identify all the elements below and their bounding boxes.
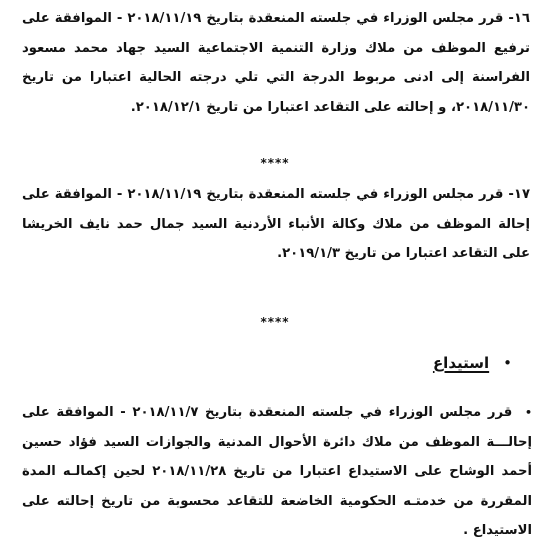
section-heading-row: [433, 354, 512, 372]
bullet-icon: •: [524, 406, 532, 419]
decision-item-16: [22, 4, 530, 122]
item-number: ١٦-: [508, 11, 530, 26]
item-text: قرر مجلس الوزراء في جلسته المنعقدة بتاريخ ٢٠١٨/١١/٧ - الموافقة على إحالـــة الموظف من ملاك دائرة الأحوال المدنية والجوازات السيد فؤاد حسين أحمد الوشاح على الاستيداع اعتبارا من تاريخ ٢٠١٨/١١/٢٨ لحين إكمالـه المدة المقررة من خدمتـه الحكومية الخاضعة للتقاعد محسوبة من تاريخ إحالته على الاستيداع .: [22, 405, 532, 538]
bullet-icon: •: [503, 353, 512, 372]
istidaa-decision-item: [22, 398, 532, 546]
item-text: قرر مجلس الوزراء في جلسته المنعقدة بتاريخ ٢٠١٨/١١/١٩ - الموافقة على إحالة الموظف من ملاك وكالة الأنباء الأردنية السيد جمال حمد نايف الخريشا على التقاعد اعتبارا من تاريخ ٢٠١٩/١/٣.: [22, 187, 530, 261]
decision-item-17: [22, 180, 530, 269]
item-text: قرر مجلس الوزراء في جلسته المنعقدة بتاريخ ٢٠١٨/١١/١٩ - الموافقة على ترفيع الموظف من ملاك وزارة التنمية الاجتماعية السيد جهاد محمد مسعود الفراسنة إلى ادنى مربوط الدرجة التي تلي درجته الحالية اعتبارا من تاريخ ٢٠١٨/١١/٣٠، و إحالته على التقاعد اعتبارا من تاريخ ٢٠١٨/١٢/١.: [22, 11, 530, 115]
separator: ****: [260, 156, 290, 170]
item-number: ١٧-: [508, 187, 530, 202]
separator: ****: [260, 315, 290, 329]
section-heading: استيداع: [432, 354, 490, 372]
